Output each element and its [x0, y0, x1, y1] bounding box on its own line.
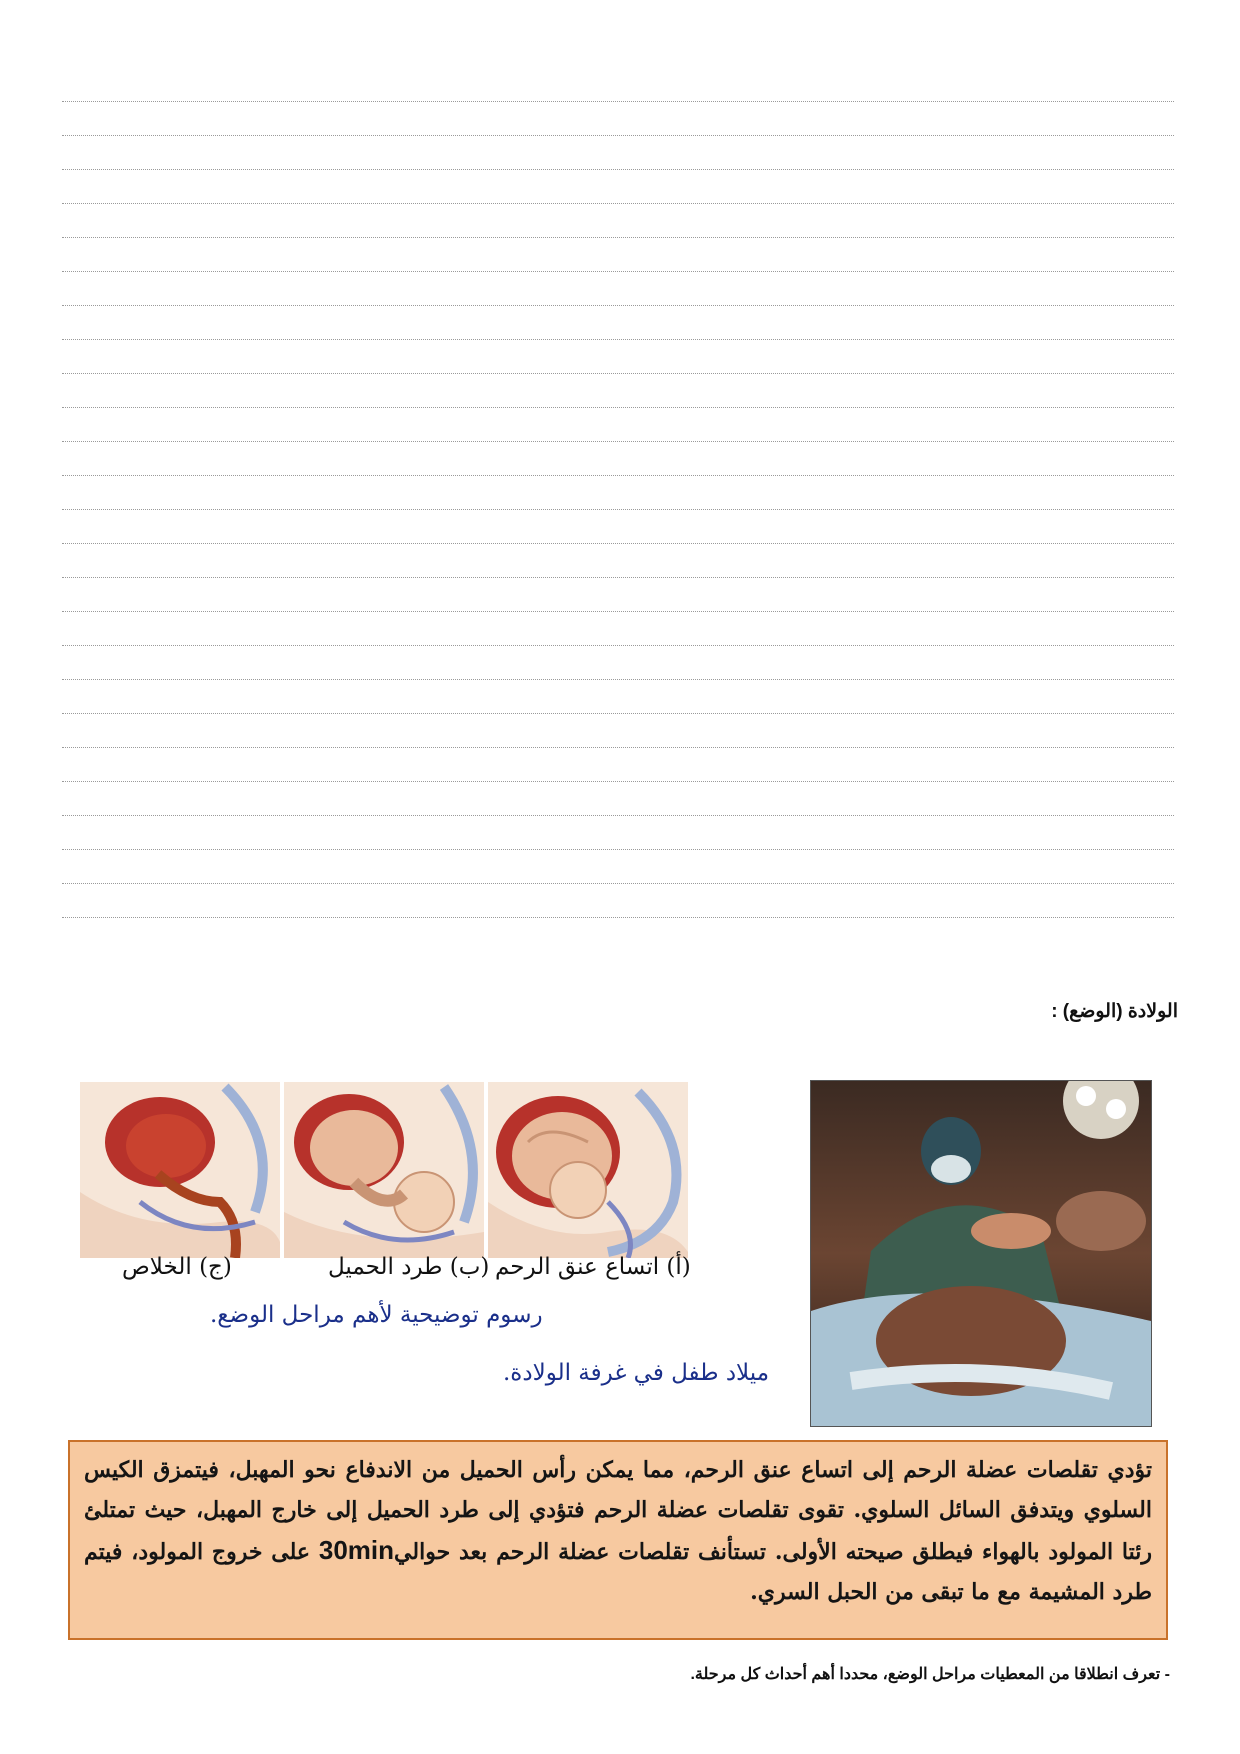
question-prompt: - تعرف انطلاقا من المعطيات مراحل الوضع، محددا أهم أحداث كل مرحلة. [690, 1666, 1170, 1683]
illustration-placenta-delivery [80, 1082, 280, 1258]
answer-line [62, 170, 1174, 204]
answer-line [62, 782, 1174, 816]
answer-line [62, 544, 1174, 578]
answer-line [62, 884, 1174, 918]
answer-line [62, 272, 1174, 306]
delivery-room-photo [810, 1080, 1152, 1427]
answer-line [62, 748, 1174, 782]
answer-line [62, 646, 1174, 680]
label-stage-a: (أ) اتساع عنق الرحم [495, 1254, 691, 1280]
label-stage-c: (ج) الخلاص [122, 1254, 232, 1280]
label-stage-b: (ب) طرد الحميل [328, 1254, 490, 1280]
answer-line [62, 204, 1174, 238]
explanation-text-part2: على خروج المولود، فيتم طرد المشيمة مع ما تبقى من الحبل السري. [84, 1539, 1152, 1605]
answer-line [62, 476, 1174, 510]
section-heading: الولادة (الوضع) : [1051, 1001, 1178, 1022]
answer-line [62, 408, 1174, 442]
answer-line [62, 850, 1174, 884]
illustration-fetus-expulsion [284, 1082, 484, 1258]
explanation-text-part1: تؤدي تقلصات عضلة الرحم إلى اتساع عنق الرحم، مما يمكن رأس الحميل من الاندفاع نحو المهبل، فيتمزق الكيس السلوي ويتدفق السائل السلوي. تقوى تقلصات عضلة الرحم فتؤدي إلى طرد الحميل إلى خارج المهبل، حيث تمتلئ رئتا المولود بالهواء فيطلق صيحته الأولى. تستأنف تقلصات عضلة الرحم بعد حوالي [84, 1457, 1153, 1565]
answer-line [62, 102, 1174, 136]
answer-line [62, 340, 1174, 374]
answer-line [62, 510, 1174, 544]
answer-line [62, 238, 1174, 272]
answer-line [62, 68, 1174, 102]
photo-caption: ميلاد طفل في غرفة الولادة. [503, 1360, 770, 1386]
answer-lines [62, 68, 1174, 918]
answer-line [62, 714, 1174, 748]
illustrations-caption: رسوم توضيحية لأهم مراحل الوضع. [210, 1302, 543, 1328]
answer-line [62, 612, 1174, 646]
answer-line [62, 680, 1174, 714]
duration-value: 30min [318, 1535, 395, 1565]
explanation-box [68, 1440, 1168, 1640]
answer-line [62, 374, 1174, 408]
answer-line [62, 136, 1174, 170]
answer-line [62, 816, 1174, 850]
answer-line [62, 578, 1174, 612]
answer-line [62, 442, 1174, 476]
answer-line [62, 306, 1174, 340]
figure [80, 1068, 1160, 1430]
illustration-cervix-dilation [488, 1082, 688, 1258]
